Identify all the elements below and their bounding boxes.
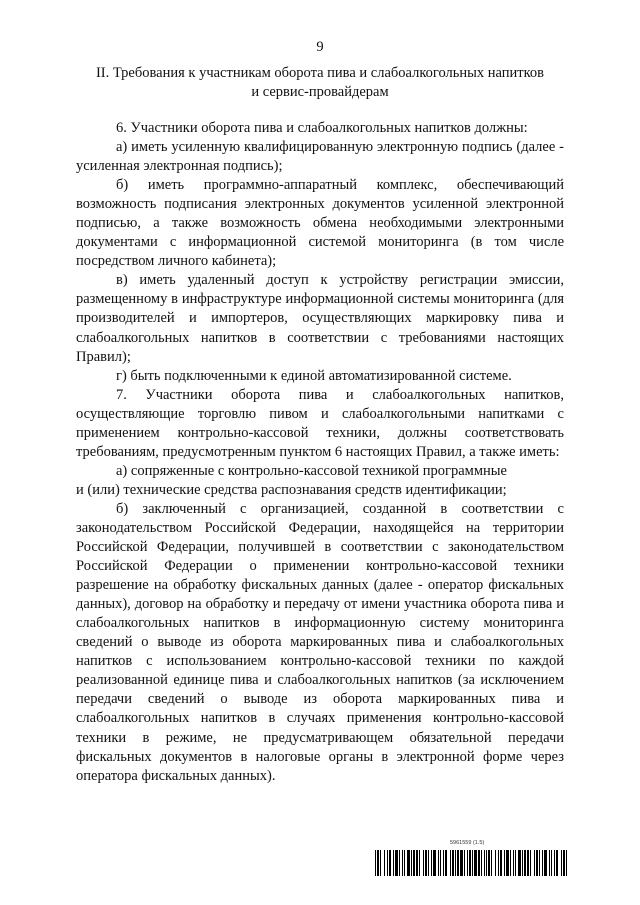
paragraph-6b: б) иметь программно-аппаратный комплекс, обеспечивающий возможность подписания электронных документов усиленной электронной подписью, а также возможность обмена необходимыми электронными документами с информационной системой мониторинга (в том числе посредством личного кабинета);	[76, 177, 564, 270]
paragraph-6v: в) иметь удаленный доступ к устройству регистрации эмиссии, размещенному в инфраструктуре информационной системы мониторинга (для производителей и импортеров, осуществляющих маркировку пива и слабоалкогольных напитков в соответствии с требованиями настоящих Правил);	[76, 272, 564, 365]
paragraph-7: 7. Участники оборота пива и слабоалкогольных напитков, осуществляющие торговлю пивом и слабоалкогольными напитками с применением контрольно-кассовой техники, должны соответствовать требованиям, предусмотренным пунктом 6 настоящих Правил, а также иметь:	[76, 386, 564, 460]
page-number: 9	[316, 39, 324, 55]
paragraph-6a: а) иметь усиленную квалифицированную электронную подпись (далее - усиленная электронная подпись);	[76, 139, 564, 175]
heading-line-1: II. Требования к участникам оборота пива и слабоалкогольных напитков	[95, 65, 545, 81]
document-body	[76, 119, 564, 786]
barcode	[375, 850, 567, 876]
paragraph-7a-continued: и (или) технические средства распознавания средств идентификации;	[76, 481, 507, 498]
paragraph-6g: г) быть подключенными к единой автоматизированной системе.	[116, 367, 512, 384]
footer-code: 5961559 (1.5)	[450, 840, 485, 846]
paragraph-6: 6. Участники оборота пива и слабоалкогольных напитков должны:	[116, 120, 528, 136]
heading-line-2: и сервис-провайдерам	[251, 84, 389, 100]
paragraph-7b: б) заключенный с организацией, созданной в соответствии с законодательством Российской Федерации, находящейся на территории Российской Федерации, получившей в соответствии с законодательством Российской Федерации о применении контрольно-кассовой техники разрешение на обработку фискальных данных (далее - оператор фискальных данных), договор на обработку и передачу от имени участника оборота пива и слабоалкогольных напитков в информационную систему мониторинга сведений о выводе из оборота маркированных пива и слабоалкогольных напитков с использованием контрольно-кассовой техники по каждой реализованной единице пива и слабоалкогольных напитков (за исключением передачи сведений о выводе из оборота маркированных пива и слабоалкогольных напитков в случаях применения контрольно-кассовой техники в режиме, не предусматривающем обязательной передачи фискальных документов в налоговые органы в электронной форме через оператора фискальных данных).	[76, 500, 564, 784]
section-heading	[76, 64, 564, 102]
paragraph-7a: а) сопряженные с контрольно-кассовой техникой программные	[116, 462, 507, 479]
